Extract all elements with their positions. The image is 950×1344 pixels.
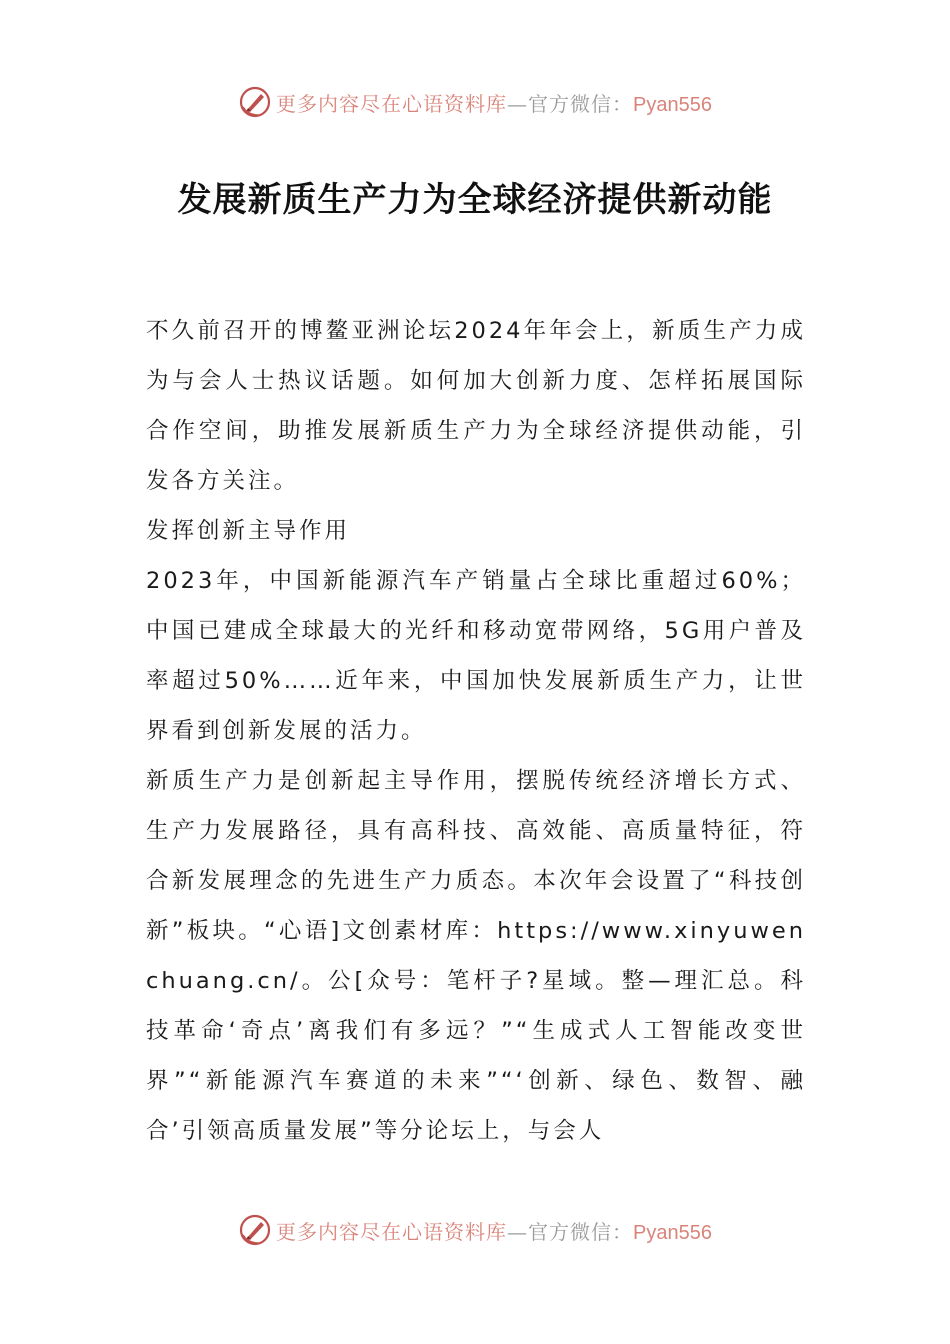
pen-quill-logo-icon xyxy=(238,1213,272,1247)
paragraph: 不久前召开的博鳌亚洲论坛2024年年会上，新质生产力成为与会人士热议话题。如何加大创新力度、怎样拓展国际合作空间，助推发展新质生产力为全球经济提供动能，引发各方关注。 xyxy=(146,318,806,494)
pen-quill-logo-icon xyxy=(238,85,272,119)
banner-wechat-label: 官方微信： xyxy=(528,91,634,116)
paragraph: 新质生产力是创新起主导作用，摆脱传统经济增长方式、生产力发展路径，具有高科技、高效能、高质量特征，符合新发展理念的先进生产力质态。本次年会设置了“科技创新”板块。“心语]文创素材库：https://www.xinyuwenchuang.cn/。公[众号：笔杆子?星域。整—理汇总。科技革命‘奇点’离我们有多远？”“生成式人工智能改变世界”“新能源汽车赛道的未来”“‘创新、绿色、数智、融合’引领高质量发展”等分论坛上，与会人 xyxy=(146,768,806,1144)
banner-main-text: 更多内容尽在心语资料库 xyxy=(276,91,508,116)
banner-dash: — xyxy=(507,1219,529,1244)
paragraph: 2023年，中国新能源汽车产销量占全球比重超过60%；中国已建成全球最大的光纤和移动宽带网络，5G用户普及率超过50%……近年来，中国加快发展新质生产力，让世界看到创新发展的活力。 xyxy=(146,568,806,744)
footer-banner xyxy=(0,1210,950,1250)
banner-text xyxy=(276,88,712,117)
banner-text xyxy=(276,1216,712,1245)
section-heading: 发挥创新主导作用 xyxy=(146,518,351,544)
document-title: 发展新质生产力为全球经济提供新动能 xyxy=(177,180,773,220)
banner-wechat-label: 官方微信： xyxy=(528,1219,634,1244)
banner-wechat-id: Pyan556 xyxy=(633,93,712,116)
document-body xyxy=(146,306,806,1156)
banner-dash: — xyxy=(507,91,529,116)
header-banner xyxy=(0,82,950,122)
banner-wechat-id: Pyan556 xyxy=(633,1221,712,1244)
banner-main-text: 更多内容尽在心语资料库 xyxy=(276,1219,508,1244)
